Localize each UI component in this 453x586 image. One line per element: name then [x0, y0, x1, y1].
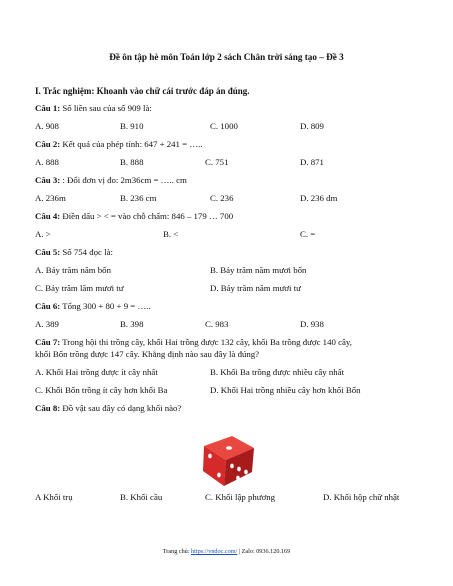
dice-pip: [208, 454, 212, 459]
answer-option[interactable]: C. Khối Bốn trồng ít cây hơn khối Ba: [35, 385, 168, 395]
answer-option[interactable]: B. <: [163, 229, 179, 239]
question-number: Câu 7:: [35, 337, 61, 347]
answer-option[interactable]: A Khối trụ: [35, 492, 73, 502]
answer-option[interactable]: B. Khối Ba trồng được nhiều cây nhất: [210, 367, 345, 377]
answer-option[interactable]: B. Bảy trăm năm mươi bốn: [210, 265, 307, 275]
question-text: Tổng 300 + 80 + 9 = …..: [60, 301, 151, 311]
answer-option[interactable]: A. >: [35, 229, 51, 239]
question-6: [35, 301, 151, 311]
footer-prefix: Trang chủ:: [162, 548, 192, 555]
answer-option[interactable]: C. 751: [205, 157, 229, 167]
answer-option[interactable]: D. Khối hộp chữ nhật: [323, 492, 400, 502]
dice-pip: [237, 467, 241, 472]
question-number: Câu 4:: [35, 211, 61, 221]
question-7: [35, 337, 352, 347]
question-text: : Đổi đơn vị đo: 2m36cm = ….. cm: [60, 175, 187, 185]
page-footer: [0, 548, 453, 555]
answer-option[interactable]: B. 910: [120, 121, 144, 131]
question-5: [35, 247, 113, 257]
answer-option[interactable]: A. Khối Hai trồng được ít cây nhất: [35, 367, 158, 377]
dice-pip: [230, 464, 234, 469]
question-number: Câu 1:: [35, 103, 61, 113]
question-text: Trong hội thi trồng cây, khối Hai trồng được 132 cây, khối Ba trồng được 140 cây,: [60, 337, 352, 347]
answer-option[interactable]: C. 236: [210, 193, 234, 203]
homepage-link[interactable]: https://vndoc.com/: [191, 548, 238, 555]
answer-option[interactable]: A. 389: [35, 319, 59, 329]
answer-option[interactable]: C. =: [300, 229, 316, 239]
answer-option[interactable]: A. 888: [35, 157, 59, 167]
question-1: [35, 103, 152, 113]
answer-option[interactable]: B. Khối cầu: [120, 492, 163, 502]
answer-option[interactable]: D. 938: [300, 319, 324, 329]
answer-option[interactable]: C. Bảy trăm lăm mươi tư: [35, 283, 124, 293]
question-text: Đồ vật sau đây có dạng khối nào?: [60, 403, 182, 413]
question-number: Câu 5:: [35, 247, 61, 257]
question-text: Số liền sau của số 909 là:: [60, 103, 152, 113]
dice-pip: [236, 476, 240, 481]
answer-option[interactable]: C. Khối lập phương: [205, 492, 276, 502]
question-text: Điền dấu > < = vào chỗ chấm: 846 – 179 … 700: [60, 211, 234, 221]
question-2: [35, 139, 203, 149]
dice-image: [198, 426, 260, 488]
dice-pip: [226, 446, 232, 450]
answer-option[interactable]: B. 888: [120, 157, 144, 167]
answer-option[interactable]: B. 398: [120, 319, 144, 329]
question-4: [35, 211, 233, 221]
answer-option[interactable]: A. 236m: [35, 193, 66, 203]
question-number: Câu 8:: [35, 403, 61, 413]
question-8: [35, 403, 181, 413]
answer-option[interactable]: A. Bảy trăm năm bốn: [35, 265, 111, 275]
answer-option[interactable]: B. 236 cm: [120, 193, 157, 203]
question-text: Kết quả của phép tính: 647 + 241 = …..: [60, 139, 203, 149]
dice-pip: [217, 473, 221, 478]
answer-option[interactable]: A. 908: [35, 121, 59, 131]
page-title: Đề ôn tập hè môn Toán lớp 2 sách Chân trời sáng tạo – Đề 3: [109, 52, 344, 62]
question-7-continued: khối Bốn trồng được 147 cây. Khẳng định nào sau đây là đúng?: [35, 349, 260, 359]
answer-option[interactable]: D. 809: [300, 121, 324, 131]
answer-option[interactable]: D. Bảy trăm năm mươi tư: [210, 283, 301, 293]
answer-option[interactable]: C. 1000: [210, 121, 238, 131]
question-text: Số 754 đọc là:: [60, 247, 113, 257]
answer-option[interactable]: D. Khối Hai trồng nhiều cây hơn khối Bốn: [210, 385, 361, 395]
answer-option[interactable]: C. 983: [205, 319, 229, 329]
section-heading: I. Trắc nghiệm: Khoanh vào chữ cái trước đáp án đúng.: [35, 86, 250, 96]
question-number: Câu 3:: [35, 175, 61, 185]
dice-pip: [244, 470, 248, 475]
answer-option[interactable]: D. 236 dm: [300, 193, 338, 203]
answer-option[interactable]: D. 871: [300, 157, 324, 167]
question-number: Câu 6:: [35, 301, 61, 311]
footer-contact: | Zalo: 0936.120.169: [237, 548, 291, 555]
question-number: Câu 2:: [35, 139, 61, 149]
question-3: [35, 175, 187, 185]
